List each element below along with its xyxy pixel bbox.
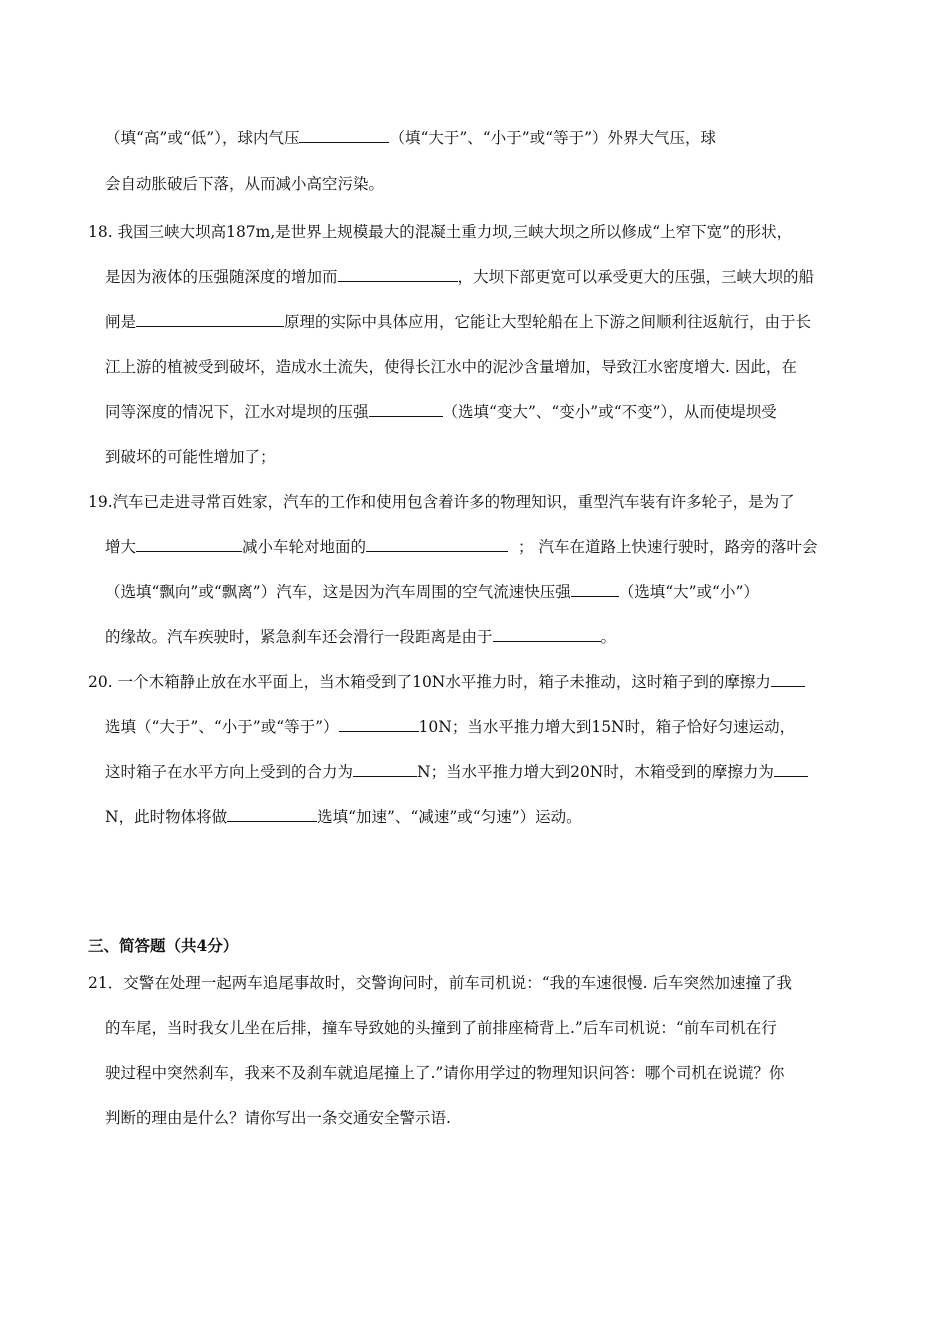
q19-text: （选填“飘向”或“飘离”）汽车，这是因为汽车周围的空气流速快压强 — [105, 583, 571, 601]
q20-line-1 — [88, 671, 805, 693]
q20-text: 选填“加速”、“减速”或“匀速”）运动。 — [317, 808, 582, 826]
q20-line-2 — [105, 716, 795, 738]
answer-blank[interactable] — [299, 127, 389, 143]
q19-text: 增大 — [105, 538, 137, 556]
answer-blank[interactable] — [571, 581, 619, 597]
answer-blank[interactable] — [339, 716, 419, 732]
q18-text: 是因为液体的压强随深度的增加而 — [105, 268, 338, 286]
q19-text: 的缘故。汽车疾驶时，紧急刹车还会滑行一段距离是由于 — [105, 628, 493, 646]
q19-line-4 — [105, 626, 616, 648]
q20-text: N；当水平推力增大到20N时，木箱受到的摩擦力为 — [417, 763, 774, 781]
q17-line-1 — [105, 127, 716, 149]
q19-text: ； 汽车在道路上快速行驶时，路旁的落叶会 — [518, 538, 818, 556]
q19-text: 。 — [600, 628, 617, 646]
answer-blank[interactable] — [227, 806, 317, 822]
answer-blank[interactable] — [774, 761, 808, 777]
q17-line-2: 会自动胀破后下落，从而减小高空污染。 — [105, 175, 385, 193]
q18-text: 闸是 — [105, 313, 137, 331]
q18-text: 同等深度的情况下，江水对堤坝的压强 — [105, 403, 369, 421]
q18-line-6: 到破坏的可能性增加了； — [105, 448, 276, 466]
q17-text: （填“高”或“低”），球内气压 — [105, 129, 300, 147]
q20-text: 20. 一个木箱静止放在水平面上，当木箱受到了10N水平推力时，箱子未推动，这时箱子到的摩擦力 — [88, 673, 771, 691]
answer-blank[interactable] — [366, 536, 508, 552]
q18-text: （选填“变大”、“变小”或“不变”），从而使堤坝受 — [442, 403, 777, 421]
q21-line-2: 的车尾，当时我女儿坐在后排，撞车导致她的头撞到了前排座椅背上.”后车司机说：“前车司机在行 — [105, 1019, 777, 1037]
answer-blank[interactable] — [369, 401, 443, 417]
answer-blank[interactable] — [136, 311, 284, 327]
answer-blank[interactable] — [493, 626, 601, 642]
q21-line-4: 判断的理由是什么？请你写出一条交通安全警示语. — [105, 1109, 451, 1127]
q18-line-3 — [105, 311, 811, 333]
q18-line-5 — [105, 401, 777, 423]
q21-line-1: 21．交警在处理一起两车追尾事故时，交警询问时，前车司机说：“我的车速很慢. 后车突然加速撞了我 — [88, 974, 793, 992]
q18-text: ，大坝下部更宽可以承受更大的压强，三峡大坝的船 — [457, 268, 815, 286]
q17-text: （填“大于”、“小于”或“等于”）外界大气压，球 — [389, 129, 716, 147]
answer-blank[interactable] — [338, 266, 458, 282]
q20-text: 这时箱子在水平方向上受到的合力为 — [105, 763, 354, 781]
q18-line-4: 江上游的植被受到破坏，造成水土流失，使得长江水中的泥沙含量增加，导致江水密度增大. 因此，在 — [105, 358, 797, 376]
answer-blank[interactable] — [771, 671, 805, 687]
q21-line-3: 驶过程中突然刹车，我来不及刹车就追尾撞上了.”请你用学过的物理知识问答：哪个司机在说谎？你 — [105, 1064, 785, 1082]
q20-text: N，此时物体将做 — [105, 808, 228, 826]
section-heading: 三、简答题（共4分） — [88, 936, 239, 955]
q19-line-3 — [105, 581, 759, 603]
q19-line-1: 19.汽车已走进寻常百姓家，汽车的工作和使用包含着许多的物理知识，重型汽车装有许多轮子，是为了 — [88, 493, 795, 511]
q20-line-3 — [105, 761, 808, 783]
answer-blank[interactable] — [353, 761, 417, 777]
q20-line-4 — [105, 806, 582, 828]
q20-text: 选填（“大于”、“小于”或“等于”） — [105, 718, 339, 736]
q18-line-1: 18. 我国三峡大坝高187m,是世界上规模最大的混凝土重力坝,三峡大坝之所以修成“上窄下宽”的形状， — [88, 223, 793, 241]
q19-line-2 — [105, 536, 817, 558]
q18-text: 原理的实际中具体应用，它能让大型轮船在上下游之间顺利往返航行，由于长 — [284, 313, 812, 331]
answer-blank[interactable] — [136, 536, 242, 552]
q18-line-2 — [105, 266, 814, 288]
q19-text: 减小车轮对地面的 — [242, 538, 367, 556]
q19-text: （选填“大”或“小”） — [618, 583, 759, 601]
q20-text: 10N；当水平推力增大到15N时，箱子恰好匀速运动， — [418, 718, 796, 736]
